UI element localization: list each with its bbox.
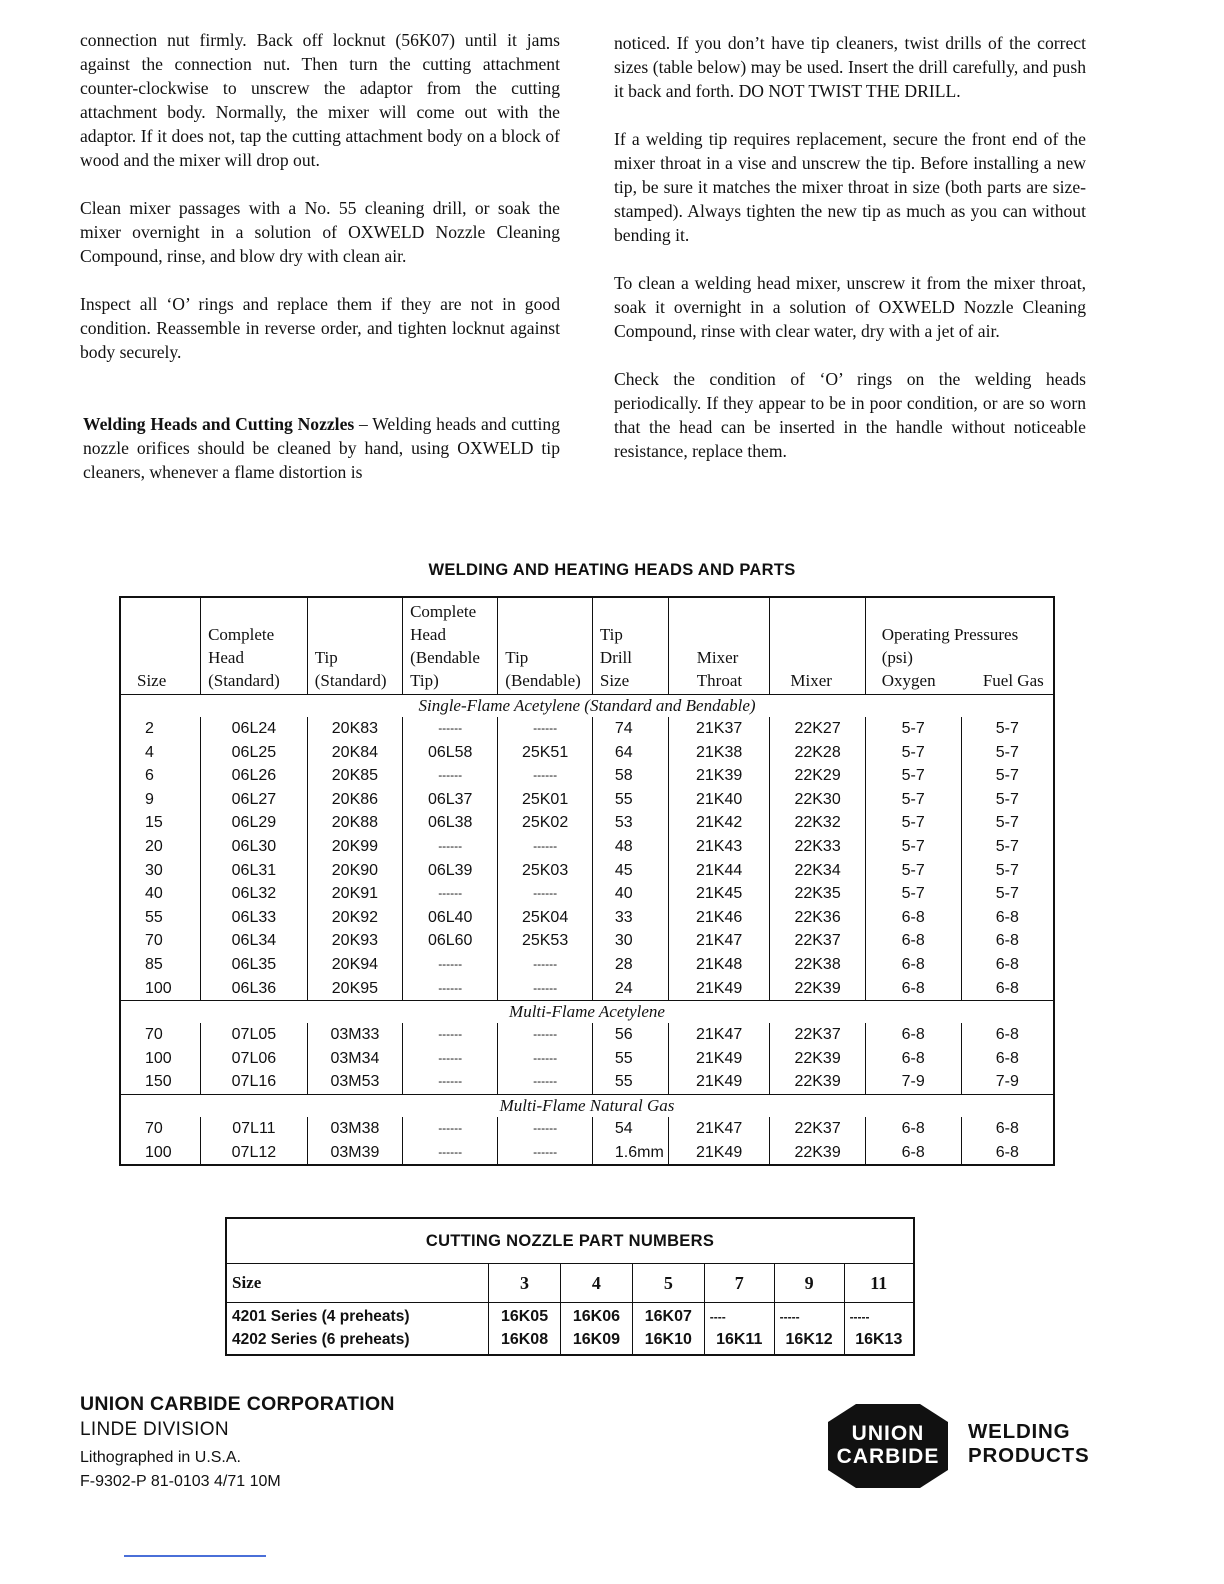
- nozzle-table-title: CUTTING NOZZLE PART NUMBERS: [226, 1218, 914, 1264]
- nozzle-part-number: 16K10: [632, 1328, 704, 1355]
- table-row: [120, 977, 1054, 1001]
- table-cell: 21K48: [668, 953, 770, 977]
- nozzle-size-11: 11: [844, 1264, 914, 1303]
- table-cell: ------: [498, 1141, 593, 1166]
- section-label: Multi-Flame Acetylene: [120, 1001, 1054, 1024]
- table-cell: 20K94: [307, 953, 402, 977]
- table-cell: 74: [592, 717, 668, 741]
- table-cell: 06L26: [201, 764, 308, 788]
- table-cell: 30: [145, 861, 163, 879]
- table-cell: 48: [592, 835, 668, 859]
- nozzle-part-number: 16K12: [774, 1328, 844, 1355]
- table-cell: 06L36: [201, 977, 308, 1001]
- nozzle-part-number: 16K11: [704, 1328, 774, 1355]
- nozzle-size-label: Size: [226, 1264, 489, 1303]
- table-cell: 06L33: [201, 906, 308, 930]
- nozzle-part-number: ----: [704, 1303, 774, 1329]
- table-cell: 06L29: [201, 811, 308, 835]
- right-text-column: [614, 31, 1086, 487]
- header-operating-pressures: Operating Pressures (psi) Oxygen Fuel Gas: [865, 597, 1054, 695]
- left-paragraph-4-body: – Welding heads and cutting nozzle orifices should be cleaned by hand, using OXWELD tip cleaners, whenever a flame distortion is: [83, 414, 560, 482]
- right-paragraph-2: If a welding tip requires replacement, secure the front end of the mixer throat in a vise and unscrew the tip. Before installing a new tip, be sure it matches the mixer throat in size (both parts are size-stamped). Always tighten the new tip as much as you can without bending it.: [614, 129, 1086, 245]
- table-cell: 5-7: [961, 859, 1054, 883]
- left-paragraph-3: Inspect all ‘O’ rings and replace them if they are not in good condition. Reassemble in reverse order, and tighten locknut against body securely.: [80, 294, 560, 362]
- nozzle-series-row: [226, 1328, 914, 1355]
- table-cell: 25K02: [498, 811, 593, 835]
- table-cell: ------: [403, 835, 498, 859]
- table-cell: 9: [145, 790, 154, 808]
- section-heading-welding-heads: Welding Heads and Cutting Nozzles: [83, 414, 355, 434]
- table-cell: 25K01: [498, 788, 593, 812]
- table-cell: 22K35: [770, 882, 865, 906]
- table-cell: 5-7: [865, 788, 961, 812]
- table-cell: 03M38: [307, 1117, 402, 1141]
- nozzle-part-number: 16K08: [489, 1328, 561, 1355]
- table-row: [120, 1070, 1054, 1094]
- table-cell: ------: [403, 717, 498, 741]
- footer: [80, 1391, 395, 1494]
- logo-text-carbide: CARBIDE: [836, 1445, 940, 1468]
- table-cell: 5-7: [865, 764, 961, 788]
- welding-table-header-row: [120, 597, 1054, 695]
- table-cell: 6-8: [865, 929, 961, 953]
- table-cell: 24: [592, 977, 668, 1001]
- welding-heads-table: [119, 596, 1055, 1166]
- table-cell: 03M33: [307, 1023, 402, 1047]
- table-cell: 55: [592, 1070, 668, 1094]
- corporation-name: UNION CARBIDE CORPORATION: [80, 1393, 395, 1415]
- nozzle-size-9: 9: [774, 1264, 844, 1303]
- right-paragraph-3: To clean a welding head mixer, unscrew it from the mixer throat, soak it overnight in a solution of OXWELD Nozzle Cleaning Compound, rinse with clear water, dry with a jet of air.: [614, 273, 1086, 341]
- table-cell: ------: [403, 953, 498, 977]
- nozzle-size-row: [226, 1264, 914, 1303]
- left-paragraph-2: Clean mixer passages with a No. 55 cleaning drill, or soak the mixer overnight in a solution of OXWELD Nozzle Cleaning Compound, rinse, and blow dry with clean air.: [80, 198, 560, 266]
- table-cell: 6-8: [961, 1023, 1054, 1047]
- table-cell: 2: [145, 720, 154, 737]
- header-oxygen: Oxygen: [881, 671, 936, 690]
- left-paragraph-1: connection nut firmly. Back off locknut (56K07) until it jams against the connection nut. Then turn the cutting attachment counter-clockwise to unscrew the adaptor from the cutting attachment body. Normally, the mixer will come out with the adaptor. If it does not, tap the cutting attachment body on a block of wood and the mixer will drop out.: [80, 30, 560, 170]
- table-cell: 6-8: [865, 1047, 961, 1071]
- table-cell: 07L06: [201, 1047, 308, 1071]
- bottom-rule: [124, 1555, 266, 1557]
- table-cell: 22K39: [770, 1070, 865, 1094]
- table-cell: 55: [145, 908, 163, 926]
- form-number: F-9302-P 81-0103 4/71 10M: [80, 1473, 281, 1490]
- nozzle-part-number: 16K05: [489, 1303, 561, 1329]
- table-cell: 06L34: [201, 929, 308, 953]
- nozzle-part-number: 16K13: [844, 1328, 914, 1355]
- table-cell: 21K39: [668, 764, 770, 788]
- left-text-column: [80, 28, 560, 508]
- table-cell: ------: [403, 977, 498, 1001]
- table-cell: 55: [592, 788, 668, 812]
- table-cell: 25K03: [498, 859, 593, 883]
- table-cell: 21K44: [668, 859, 770, 883]
- header-tip-drill-size: Tip Drill Size: [592, 597, 668, 695]
- table-cell: 22K34: [770, 859, 865, 883]
- table-cell: 06L58: [403, 741, 498, 765]
- table-cell: 22K27: [770, 717, 865, 741]
- table-cell: 5-7: [865, 717, 961, 741]
- union-carbide-logo: [826, 1402, 950, 1490]
- nozzle-part-number: -----: [844, 1303, 914, 1329]
- division-name: LINDE DIVISION: [80, 1419, 229, 1440]
- header-size: Size: [137, 671, 167, 690]
- lithographed-note: Lithographed in U.S.A.: [80, 1449, 241, 1466]
- table-cell: 20K92: [307, 906, 402, 930]
- table-cell: 40: [592, 882, 668, 906]
- table-cell: 70: [145, 1026, 163, 1044]
- cutting-nozzle-table: [225, 1217, 915, 1356]
- table-cell: 21K47: [668, 1023, 770, 1047]
- table-cell: 20K90: [307, 859, 402, 883]
- table-cell: 20K86: [307, 788, 402, 812]
- table-cell: 6-8: [865, 1117, 961, 1141]
- table-cell: 06L24: [201, 717, 308, 741]
- table-cell: 6-8: [865, 977, 961, 1001]
- table-cell: 07L05: [201, 1023, 308, 1047]
- table-cell: ------: [403, 1047, 498, 1071]
- table-cell: 21K45: [668, 882, 770, 906]
- table-row: [120, 811, 1054, 835]
- table-cell: 45: [592, 859, 668, 883]
- table-cell: ------: [403, 1070, 498, 1094]
- welding-products-label: [968, 1420, 1089, 1468]
- table-cell: 06L32: [201, 882, 308, 906]
- nozzle-series-name: 4202 Series (6 preheats): [226, 1328, 489, 1355]
- table-cell: 55: [592, 1047, 668, 1071]
- table-cell: 06L40: [403, 906, 498, 930]
- table-cell: 06L39: [403, 859, 498, 883]
- table-cell: 03M34: [307, 1047, 402, 1071]
- table-cell: 21K49: [668, 1047, 770, 1071]
- table-cell: ------: [498, 1070, 593, 1094]
- nozzle-series-name: 4201 Series (4 preheats): [226, 1303, 489, 1329]
- header-tip-standard: Tip (Standard): [307, 597, 402, 695]
- table-cell: 7-9: [961, 1070, 1054, 1094]
- nozzle-part-number: 16K09: [560, 1328, 632, 1355]
- table-row: [120, 929, 1054, 953]
- table-row: [120, 1141, 1054, 1166]
- table-cell: 21K49: [668, 1141, 770, 1166]
- table-cell: 5-7: [961, 811, 1054, 835]
- table-cell: 22K36: [770, 906, 865, 930]
- table-row: [120, 1023, 1054, 1047]
- table-cell: 22K39: [770, 1141, 865, 1166]
- welding-word: WELDING: [968, 1420, 1071, 1443]
- table-row: [120, 1047, 1054, 1071]
- logo-text-union: UNION: [851, 1422, 925, 1445]
- table-cell: 21K37: [668, 717, 770, 741]
- table-cell: 21K46: [668, 906, 770, 930]
- table-cell: 15: [145, 814, 163, 832]
- table-cell: 6-8: [865, 953, 961, 977]
- table-cell: 6-8: [961, 1141, 1054, 1166]
- table-cell: 21K47: [668, 1117, 770, 1141]
- table-row: [120, 764, 1054, 788]
- table-cell: 20K88: [307, 811, 402, 835]
- header-complete-head-bendable: Complete Head (Bendable Tip): [403, 597, 498, 695]
- table-cell: 07L12: [201, 1141, 308, 1166]
- table-cell: 21K49: [668, 977, 770, 1001]
- table-cell: 6: [145, 767, 154, 785]
- section-row: [120, 695, 1054, 718]
- table-cell: 6-8: [865, 1141, 961, 1166]
- table-cell: ------: [498, 977, 593, 1001]
- table-cell: 5-7: [961, 788, 1054, 812]
- table-cell: 22K30: [770, 788, 865, 812]
- table-row: [120, 906, 1054, 930]
- table-cell: 22K28: [770, 741, 865, 765]
- table-cell: 22K33: [770, 835, 865, 859]
- table-cell: 22K37: [770, 1023, 865, 1047]
- table-cell: 22K38: [770, 953, 865, 977]
- table-cell: 06L31: [201, 859, 308, 883]
- table-cell: 58: [592, 764, 668, 788]
- table-cell: 70: [145, 932, 163, 950]
- table-cell: 4: [145, 743, 154, 761]
- table-cell: 5-7: [865, 811, 961, 835]
- table-cell: 20K95: [307, 977, 402, 1001]
- nozzle-part-number: 16K07: [632, 1303, 704, 1329]
- table-cell: 6-8: [961, 1047, 1054, 1071]
- table-cell: ------: [498, 764, 593, 788]
- nozzle-part-number: -----: [774, 1303, 844, 1329]
- header-mixer-throat: Mixer Throat: [668, 597, 770, 695]
- right-paragraph-1: noticed. If you don’t have tip cleaners, twist drills of the correct sizes (table below) may be used. Insert the drill carefully, and push it back and forth. DO NOT TWIST THE DRILL.: [614, 33, 1086, 101]
- table-cell: ------: [403, 764, 498, 788]
- table-cell: 06L60: [403, 929, 498, 953]
- table-cell: ------: [498, 835, 593, 859]
- table-cell: 25K51: [498, 741, 593, 765]
- table-cell: 53: [592, 811, 668, 835]
- table-cell: 20: [145, 837, 163, 855]
- table-cell: 85: [145, 955, 163, 973]
- table-cell: 56: [592, 1023, 668, 1047]
- table-cell: 6-8: [865, 1023, 961, 1047]
- table-cell: 5-7: [865, 882, 961, 906]
- left-paragraph-4: [80, 412, 560, 484]
- table-row: [120, 717, 1054, 741]
- nozzle-part-number: 16K06: [560, 1303, 632, 1329]
- table-cell: 64: [592, 741, 668, 765]
- nozzle-table-title-row: [226, 1218, 914, 1264]
- table-cell: 70: [145, 1119, 163, 1137]
- table-cell: 20K93: [307, 929, 402, 953]
- header-tip-bendable: Tip (Bendable): [498, 597, 593, 695]
- table-cell: ------: [498, 1117, 593, 1141]
- table-cell: 6-8: [865, 906, 961, 930]
- table-cell: 6-8: [961, 1117, 1054, 1141]
- table-cell: 21K38: [668, 741, 770, 765]
- table-cell: ------: [403, 882, 498, 906]
- table-cell: 22K37: [770, 1117, 865, 1141]
- table-cell: 21K47: [668, 929, 770, 953]
- table-cell: 5-7: [865, 835, 961, 859]
- table-cell: 06L35: [201, 953, 308, 977]
- table-cell: 22K39: [770, 977, 865, 1001]
- table-cell: 33: [592, 906, 668, 930]
- table-cell: 06L25: [201, 741, 308, 765]
- section-label: Multi-Flame Natural Gas: [120, 1094, 1054, 1117]
- table-cell: 22K39: [770, 1047, 865, 1071]
- table-cell: ------: [498, 953, 593, 977]
- table-cell: 40: [145, 885, 163, 903]
- table-cell: 5-7: [961, 835, 1054, 859]
- table-row: [120, 1117, 1054, 1141]
- nozzle-series-row: [226, 1303, 914, 1329]
- table-cell: 30: [592, 929, 668, 953]
- table-row: [120, 859, 1054, 883]
- products-word: PRODUCTS: [968, 1444, 1090, 1467]
- table-cell: 5-7: [961, 741, 1054, 765]
- table-cell: 21K49: [668, 1070, 770, 1094]
- table-cell: ------: [498, 1047, 593, 1071]
- header-complete-head-standard: Complete Head (Standard): [201, 597, 308, 695]
- table-cell: 5-7: [961, 882, 1054, 906]
- table-cell: 5-7: [865, 859, 961, 883]
- table-cell: 20K83: [307, 717, 402, 741]
- table-row: [120, 953, 1054, 977]
- nozzle-size-3: 3: [489, 1264, 561, 1303]
- table-cell: 22K32: [770, 811, 865, 835]
- table-cell: ------: [403, 1117, 498, 1141]
- table-cell: ------: [498, 882, 593, 906]
- table-row: [120, 835, 1054, 859]
- nozzle-size-7: 7: [704, 1264, 774, 1303]
- table-cell: ------: [498, 1023, 593, 1047]
- table-cell: 03M39: [307, 1141, 402, 1166]
- table-cell: 54: [592, 1117, 668, 1141]
- table-cell: 6-8: [961, 929, 1054, 953]
- table-row: [120, 788, 1054, 812]
- table-cell: 03M53: [307, 1070, 402, 1094]
- table-row: [120, 882, 1054, 906]
- header-mixer: Mixer: [770, 597, 865, 695]
- table-cell: 100: [145, 1143, 172, 1161]
- welding-table-title: WELDING AND HEATING HEADS AND PARTS: [428, 561, 796, 579]
- header-fuel-gas: Fuel Gas: [982, 671, 1044, 690]
- section-label: Single-Flame Acetylene (Standard and Bendable): [120, 695, 1054, 718]
- section-row: [120, 1094, 1054, 1117]
- table-cell: 6-8: [961, 906, 1054, 930]
- table-cell: 6-8: [961, 953, 1054, 977]
- welding-table-body: [120, 695, 1054, 1166]
- table-cell: 21K40: [668, 788, 770, 812]
- table-cell: ------: [403, 1141, 498, 1166]
- table-cell: 20K85: [307, 764, 402, 788]
- table-cell: 5-7: [865, 741, 961, 765]
- table-cell: 07L16: [201, 1070, 308, 1094]
- table-cell: 7-9: [865, 1070, 961, 1094]
- table-cell: 20K99: [307, 835, 402, 859]
- table-cell: 06L37: [403, 788, 498, 812]
- nozzle-size-4: 4: [560, 1264, 632, 1303]
- nozzle-size-5: 5: [632, 1264, 704, 1303]
- table-cell: 150: [145, 1073, 172, 1091]
- table-cell: 06L30: [201, 835, 308, 859]
- right-paragraph-4: Check the condition of ‘O’ rings on the welding heads periodically. If they appear to be in poor condition, or are so worn that the head can be inserted in the handle without noticeable resistance, replace them.: [614, 369, 1086, 461]
- section-row: [120, 1001, 1054, 1024]
- table-cell: 6-8: [961, 977, 1054, 1001]
- table-cell: ------: [403, 1023, 498, 1047]
- table-cell: 5-7: [961, 764, 1054, 788]
- table-row: [120, 741, 1054, 765]
- table-cell: 06L38: [403, 811, 498, 835]
- table-cell: 21K43: [668, 835, 770, 859]
- table-cell: 25K04: [498, 906, 593, 930]
- table-cell: 100: [145, 1049, 172, 1067]
- table-cell: 07L11: [201, 1117, 308, 1141]
- table-cell: 22K37: [770, 929, 865, 953]
- table-cell: 25K53: [498, 929, 593, 953]
- table-cell: 1.6mm: [592, 1141, 668, 1166]
- table-cell: 22K29: [770, 764, 865, 788]
- table-cell: 100: [145, 979, 172, 997]
- table-cell: 20K91: [307, 882, 402, 906]
- table-cell: 21K42: [668, 811, 770, 835]
- table-cell: 20K84: [307, 741, 402, 765]
- table-cell: 06L27: [201, 788, 308, 812]
- table-cell: 28: [592, 953, 668, 977]
- table-cell: ------: [498, 717, 593, 741]
- table-cell: 5-7: [961, 717, 1054, 741]
